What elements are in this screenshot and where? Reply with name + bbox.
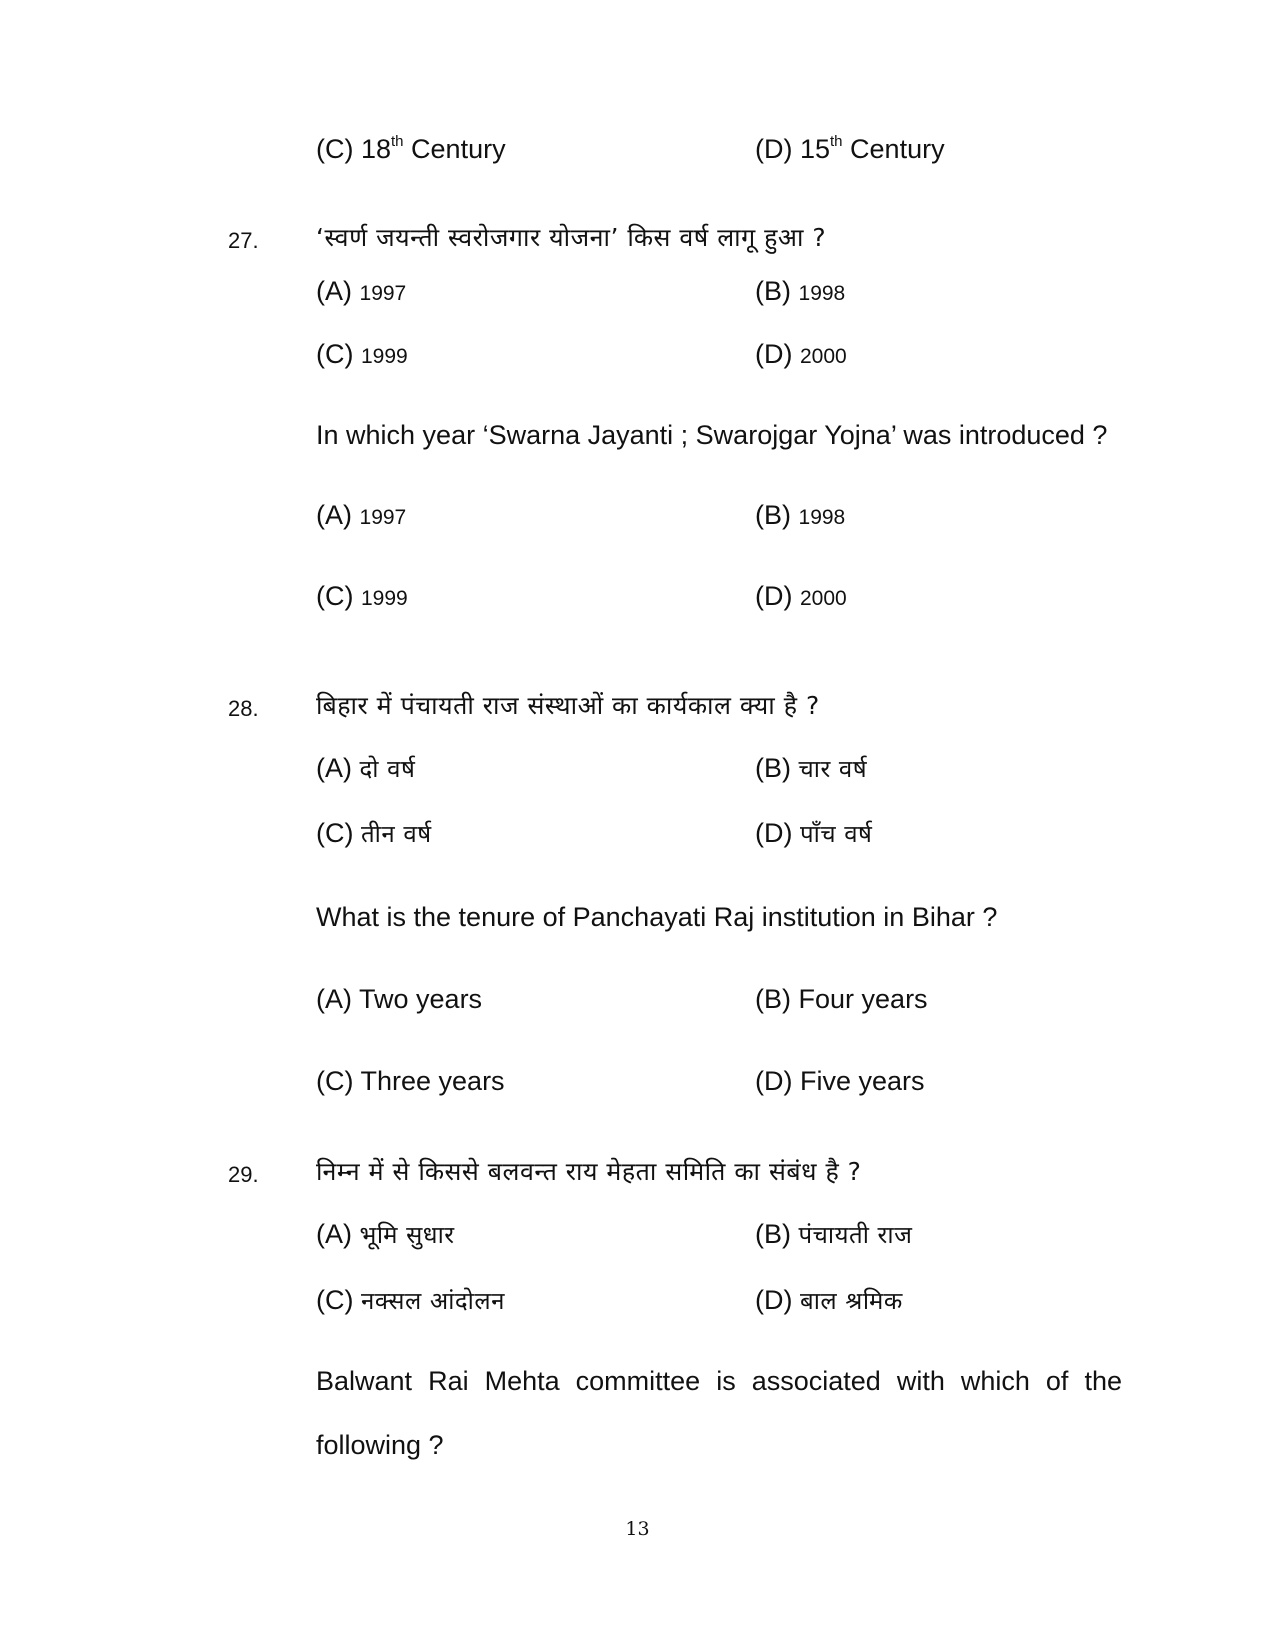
option-d-hindi: (D) पाँच वर्ष xyxy=(755,818,873,848)
prev-option-d xyxy=(755,133,945,165)
question-text-english-line1: Balwant Rai Mehta committee is associated with which of the xyxy=(316,1366,1122,1396)
option-d-english: (D) 2000 xyxy=(755,581,847,611)
option-c-english: (C) 1999 xyxy=(316,581,408,611)
option-a-hindi: (A) दो वर्ष xyxy=(316,753,416,783)
superscript: th xyxy=(391,133,404,150)
option-a-hindi: (A) भूमि सुधार xyxy=(316,1219,455,1249)
prev-option-c xyxy=(316,133,506,165)
option-d-hindi: (D) बाल श्रमिक xyxy=(755,1285,903,1315)
question-text-english: In which year ‘Swarna Jayanti ; Swarojgar Yojna’ was introduced ? xyxy=(316,420,1108,450)
question-text-hindi: बिहार में पंचायती राज संस्थाओं का कार्यकाल क्या है ? xyxy=(316,691,820,720)
option-d-english: (D) Five years xyxy=(755,1066,925,1096)
option-c-hindi: (C) नक्सल आंदोलन xyxy=(316,1285,505,1315)
option-b-hindi: (B) चार वर्ष xyxy=(755,753,868,783)
option-text: Century xyxy=(403,134,506,164)
option-b-english: (B) 1998 xyxy=(755,500,846,530)
question-number: 27. xyxy=(228,228,259,253)
option-text: (C) 18 xyxy=(316,134,392,164)
option-d-hindi: (D) 2000 xyxy=(755,339,847,369)
option-b-hindi: (B) पंचायती राज xyxy=(755,1219,913,1249)
option-b-english: (B) Four years xyxy=(755,984,928,1014)
question-text-english: What is the tenure of Panchayati Raj institution in Bihar ? xyxy=(316,902,998,932)
option-c-hindi: (C) 1999 xyxy=(316,339,408,369)
option-a-english: (A) 1997 xyxy=(316,500,407,530)
question-number: 29. xyxy=(228,1162,259,1187)
option-b-hindi: (B) 1998 xyxy=(755,276,846,306)
question-number: 28. xyxy=(228,696,259,721)
page-number: 13 xyxy=(625,1518,650,1540)
superscript: th xyxy=(830,133,843,150)
option-a-hindi: (A) 1997 xyxy=(316,276,407,306)
question-text-hindi: निम्न में से किससे बलवन्त राय मेहता समिति का संबंध है ? xyxy=(316,1157,862,1186)
question-text-hindi: ‘स्वर्ण जयन्ती स्वरोजगार योजना’ किस वर्ष लागू हुआ ? xyxy=(316,223,827,252)
question-text-english-line2: following ? xyxy=(316,1430,444,1460)
option-c-hindi: (C) तीन वर्ष xyxy=(316,818,432,848)
option-text: (D) 15 xyxy=(755,134,831,164)
option-c-english: (C) Three years xyxy=(316,1066,505,1096)
option-a-english: (A) Two years xyxy=(316,984,483,1014)
option-text: Century xyxy=(842,134,945,164)
